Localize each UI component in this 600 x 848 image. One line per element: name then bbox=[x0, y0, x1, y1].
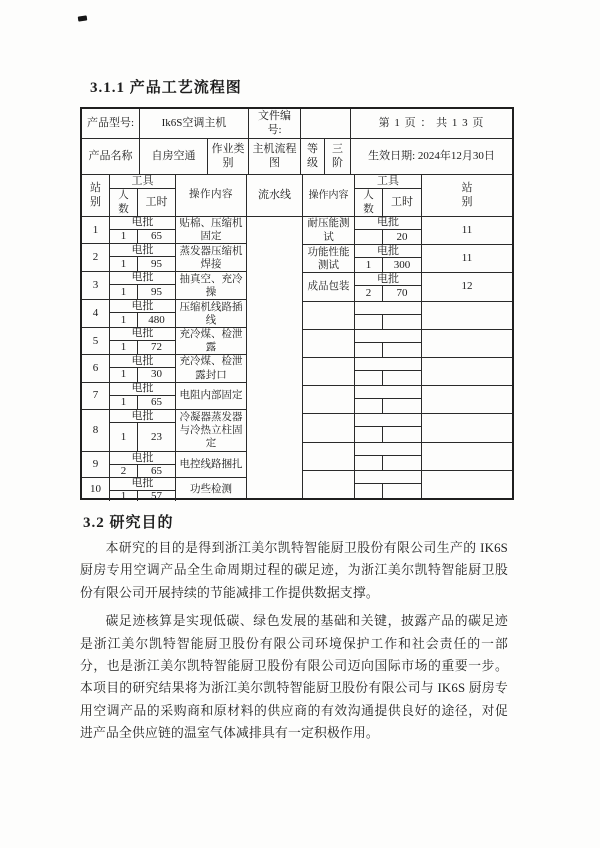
operation-cell: 充冷煤、检泄露封口 bbox=[179, 356, 243, 381]
people-cell bbox=[355, 484, 383, 498]
station-cell: 12 bbox=[461, 280, 473, 293]
station-header: 站别 bbox=[82, 175, 110, 216]
table-row bbox=[82, 217, 246, 244]
operation-cell: 冷凝器蒸发器与冷热立柱固定 bbox=[179, 412, 243, 450]
people-cell bbox=[355, 315, 383, 329]
people-cell: 1 bbox=[355, 258, 383, 272]
table-row bbox=[303, 471, 512, 498]
operation-cell bbox=[303, 414, 355, 441]
tool-cell: 电批 20 bbox=[355, 217, 422, 244]
tool-cell: 电批 1 30 bbox=[110, 355, 176, 381]
people-cell: 1 bbox=[110, 368, 138, 381]
table-row bbox=[303, 414, 512, 442]
table-row bbox=[82, 328, 246, 355]
flow-left-rows bbox=[82, 217, 246, 501]
people-cell: 1 bbox=[110, 423, 138, 451]
hours-cell: 65 bbox=[151, 464, 162, 477]
operation-cell bbox=[303, 330, 355, 357]
station-cell: 8 bbox=[82, 410, 110, 451]
table-row bbox=[82, 383, 246, 410]
people-header: 人数 bbox=[110, 189, 138, 216]
flow-left-block bbox=[82, 175, 246, 502]
people-cell bbox=[355, 343, 383, 357]
hours-cell: 300 bbox=[393, 258, 411, 271]
tool-cell bbox=[355, 358, 422, 385]
doc-no-value bbox=[301, 109, 351, 139]
paragraph-1: 本研究的目的是得到浙江美尔凯特智能厨卫股份有限公司生产的 IK6S 厨房专用空调产品全生命周期过程的碳足迹，为浙江美尔凯特智能厨卫股份有限公司开展持续的节能减排工作提供数据支撑。 bbox=[80, 541, 508, 600]
people-cell: 1 bbox=[110, 396, 138, 409]
tool-cell bbox=[355, 386, 422, 413]
tool-cell: 电批 1 65 bbox=[110, 217, 176, 243]
operation-cell: 电控线路捆扎 bbox=[179, 459, 243, 471]
table-row bbox=[82, 410, 246, 452]
tool-cell: 电批 2 65 bbox=[110, 452, 176, 477]
scan-artifact bbox=[78, 15, 88, 21]
hours-cell: 30 bbox=[151, 368, 162, 381]
people-cell: 2 bbox=[355, 286, 383, 300]
flow-line-header: 流水线 bbox=[247, 175, 302, 217]
tool-cell bbox=[355, 443, 422, 470]
operation-cell: 蒸发器压缩机焊接 bbox=[179, 245, 243, 270]
product-model-label: 产品型号: bbox=[82, 109, 140, 139]
station-cell: 4 bbox=[82, 300, 110, 326]
hours-header: 工时 bbox=[391, 196, 413, 208]
hours-cell bbox=[383, 315, 421, 329]
tool-header: 工具 bbox=[355, 175, 421, 189]
operation-header: 操作内容 bbox=[189, 189, 233, 201]
station-cell: 10 bbox=[82, 478, 110, 502]
people-header: 人数 bbox=[355, 189, 383, 216]
tool-header-group bbox=[110, 175, 176, 216]
operation-header: 操作内容 bbox=[303, 175, 355, 216]
product-model-value: Ik6S空调主机 bbox=[140, 109, 249, 139]
table-row bbox=[82, 300, 246, 327]
people-cell: 1 bbox=[110, 230, 138, 243]
body-text bbox=[80, 537, 508, 745]
operation-cell bbox=[303, 358, 355, 385]
table-row bbox=[82, 355, 246, 382]
station-cell: 2 bbox=[82, 244, 110, 270]
tool-cell: 电批 1 65 bbox=[110, 383, 176, 409]
flow-left-header bbox=[82, 175, 246, 217]
hours-cell: 23 bbox=[151, 430, 162, 443]
hours-cell: 70 bbox=[396, 286, 408, 299]
tool-cell: 电批 1 23 bbox=[110, 410, 176, 451]
form-header bbox=[82, 109, 512, 175]
grade-label: 等级 bbox=[301, 139, 325, 175]
tool-cell: 电批 1 480 bbox=[110, 300, 176, 326]
operation-cell bbox=[303, 471, 355, 498]
tool-cell bbox=[355, 302, 422, 329]
tool-cell: 电批 1 95 bbox=[110, 244, 176, 270]
tool-cell: 电批 1 95 bbox=[110, 272, 176, 299]
flow-line-cell bbox=[247, 217, 302, 498]
station-cell bbox=[422, 414, 512, 441]
hours-cell bbox=[383, 456, 421, 470]
product-name-label: 产品名称 bbox=[82, 139, 140, 175]
flow-body bbox=[82, 175, 512, 502]
people-cell: 1 bbox=[110, 257, 138, 270]
hours-cell: 57 bbox=[151, 489, 162, 502]
product-name-value: 自房空通 bbox=[140, 139, 208, 175]
grade-value: 三阶 bbox=[325, 139, 351, 175]
flow-right-block bbox=[303, 175, 512, 498]
flow-line-column bbox=[246, 175, 303, 498]
process-flow-table bbox=[80, 107, 514, 500]
page-info: 第 1 页 ： 共 1 3 页 bbox=[351, 109, 512, 139]
doc-no-label: 文件编号: bbox=[249, 109, 301, 139]
effective-date: 生效日期: 2024年12月30日 bbox=[351, 139, 512, 175]
hours-cell: 72 bbox=[151, 341, 162, 353]
tool-cell: 电批 1 300 bbox=[355, 245, 422, 272]
hours-cell bbox=[383, 399, 421, 413]
section-title-process-flow: 3.1.1 产品工艺流程图 bbox=[90, 80, 242, 96]
paragraph-2: 碳足迹核算是实现低碳、绿色发展的基础和关键，披露产品的碳足迹是浙江美尔凯特智能厨卫股份有限公司环境保护工作和社会责任的一部分，也是浙江美尔凯特智能厨卫股份有限公司迈向国际市场的重要一步。本项目的研究结果将为浙江美尔凯特智能厨卫股份有限公司与 IK6S 厨房专用空调产品的采购商和原材料的供应商的有效沟通提供良好的途径，对促进产品全供应链的温室气体减排具有一定积极作用。 bbox=[80, 614, 508, 741]
people-cell: 1 bbox=[110, 285, 138, 299]
table-row bbox=[303, 273, 512, 301]
people-cell: 1 bbox=[110, 313, 138, 326]
station-cell bbox=[422, 358, 512, 385]
table-row bbox=[303, 358, 512, 386]
people-cell bbox=[355, 230, 383, 244]
hours-cell: 95 bbox=[151, 285, 162, 298]
people-cell: 1 bbox=[110, 341, 138, 354]
station-cell bbox=[422, 471, 512, 498]
hours-cell bbox=[383, 484, 421, 498]
hours-cell: 95 bbox=[151, 257, 162, 270]
hours-cell: 20 bbox=[396, 230, 408, 243]
table-row bbox=[82, 272, 246, 300]
hours-cell: 65 bbox=[151, 395, 162, 408]
people-cell bbox=[355, 399, 383, 413]
station-cell: 5 bbox=[82, 328, 110, 354]
operation-cell: 贴棉、压缩机固定 bbox=[179, 218, 243, 243]
table-row bbox=[303, 217, 512, 245]
people-cell bbox=[355, 456, 383, 470]
job-type-value: 主机流程图 bbox=[249, 139, 301, 175]
table-row bbox=[303, 302, 512, 330]
operation-cell bbox=[303, 302, 355, 329]
job-type-label: 作业类别 bbox=[208, 139, 249, 175]
operation-cell: 压缩机线路插线 bbox=[179, 301, 243, 326]
station-cell bbox=[422, 330, 512, 357]
table-row bbox=[303, 386, 512, 414]
station-cell bbox=[422, 443, 512, 470]
operation-cell: 成品包装 bbox=[303, 273, 355, 300]
operation-cell: 抽真空、充冷操 bbox=[179, 273, 243, 298]
tool-cell: 电批 2 70 bbox=[355, 273, 422, 300]
station-cell: 1 bbox=[82, 217, 110, 243]
station-cell: 11 bbox=[461, 224, 473, 236]
people-cell bbox=[355, 427, 383, 441]
table-row bbox=[82, 244, 246, 271]
people-cell: 1 bbox=[110, 491, 138, 502]
station-cell: 6 bbox=[82, 355, 110, 381]
operation-cell: 充冷煤、检泄露 bbox=[179, 328, 243, 354]
operation-cell: 功能性能测试 bbox=[303, 245, 355, 272]
tool-header: 工具 bbox=[110, 175, 175, 189]
operation-cell bbox=[303, 443, 355, 470]
table-row bbox=[303, 245, 512, 273]
section-title-research-purpose: 3.2 研究目的 bbox=[83, 515, 174, 531]
people-cell: 2 bbox=[110, 465, 138, 477]
tool-cell bbox=[355, 414, 422, 441]
flow-right-rows bbox=[303, 217, 512, 498]
operation-cell: 耐压能测试 bbox=[303, 217, 355, 244]
table-row bbox=[303, 330, 512, 358]
hours-header: 工时 bbox=[145, 196, 168, 208]
flow-right-header bbox=[303, 175, 512, 217]
hours-cell: 65 bbox=[151, 230, 162, 243]
operation-cell: 功些检测 bbox=[190, 484, 232, 496]
station-cell bbox=[422, 386, 512, 413]
station-header: 站别 bbox=[461, 181, 473, 208]
tool-cell: 电批 1 72 bbox=[110, 328, 176, 354]
operation-cell: 电阻内部固定 bbox=[179, 390, 243, 402]
tool-cell bbox=[355, 330, 422, 357]
people-cell bbox=[355, 371, 383, 385]
station-cell bbox=[422, 302, 512, 329]
table-row bbox=[82, 478, 246, 502]
hours-cell: 480 bbox=[148, 313, 165, 326]
station-cell: 11 bbox=[461, 252, 473, 265]
station-cell: 3 bbox=[82, 272, 110, 299]
table-row bbox=[303, 443, 512, 471]
tool-header-group bbox=[355, 175, 422, 216]
tool-cell: 电批 1 57 bbox=[110, 478, 176, 502]
station-cell: 9 bbox=[82, 452, 110, 477]
hours-cell bbox=[383, 427, 421, 441]
operation-cell bbox=[303, 386, 355, 413]
hours-cell bbox=[383, 343, 421, 357]
table-row bbox=[82, 452, 246, 478]
hours-cell bbox=[383, 371, 421, 385]
station-cell: 7 bbox=[82, 383, 110, 409]
tool-cell bbox=[355, 471, 422, 498]
